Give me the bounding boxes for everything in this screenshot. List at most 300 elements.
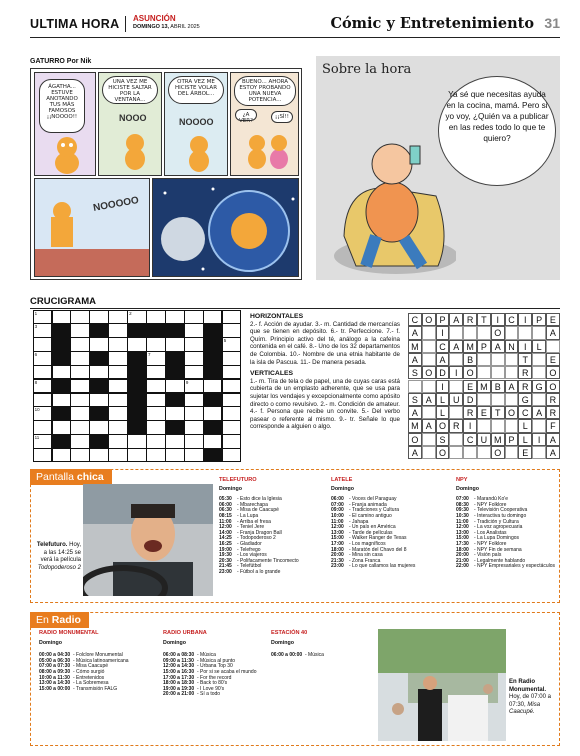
solution-cell [491,393,505,406]
program-row: 08:15 - La Lupa [219,512,259,519]
program-row: 11:00 - Arriba el fresa [219,518,271,525]
crossword-cell[interactable] [71,449,89,462]
crossword-title: CRUCIGRAMA [30,296,560,309]
solution-cell: T [477,313,491,326]
crossword-cell[interactable] [109,407,127,420]
crossword-cell[interactable] [109,338,127,351]
program-row: 21:30 - Zona Franca [331,557,381,564]
comic-panel-5 [34,178,150,277]
comic-panel-4 [230,72,299,176]
crossword-cell[interactable] [71,338,89,351]
program-row: 21:45 - Telefútbol [219,563,262,570]
program-row: 15:00 a 00:00 - Transmisión FALG [39,685,118,692]
crossword-cell[interactable] [53,421,71,434]
solution-cell: E [463,380,477,393]
solution-cell [491,353,505,366]
crossword-cell[interactable] [90,449,108,462]
solution-cell: M [477,380,491,393]
crossword-solution [408,313,560,459]
crossword-cell[interactable] [53,311,71,324]
program-row: 20:30 - Polifacamente Tincomecto [219,557,299,564]
crossword-cell[interactable]: 3 [34,324,52,337]
crossword-cell[interactable] [53,366,71,379]
crossword-cell[interactable] [71,380,89,393]
crossword-cell[interactable]: 9 [185,380,203,393]
crossword-cell[interactable] [204,311,222,324]
solution-cell [422,446,436,459]
program-row: 10:00 a 11:30 - Entretenidos [39,674,105,681]
comic-title: Sobre la hora [322,62,412,77]
crossword-cell[interactable] [90,338,108,351]
crossword-cell[interactable] [185,366,203,379]
solution-cell: G [532,380,546,393]
solution-cell: A [449,313,463,326]
solution-cell [505,446,519,459]
program-row: 20:00 - Mina sin casa [331,552,383,559]
channel-name: NPY [456,477,468,483]
solution-cell: R [449,419,463,432]
solution-cell: C [463,433,477,446]
crossword-cell[interactable] [223,407,241,420]
program-row: 23:00 - Fútbol a lo grande [219,568,281,575]
crossword-cell[interactable] [223,366,241,379]
crossword-cell[interactable] [185,324,203,337]
solution-cell: O [491,326,505,339]
crossword-cell[interactable] [223,380,241,393]
crossword-cell[interactable] [166,311,184,324]
solution-cell: P [505,433,519,446]
program-row: 18:00 - Maratón del Chavo del 8 [331,546,407,553]
man-on-sofa-illustration [326,116,456,276]
program-row: 15:00 - Walker Ranger de Texas [331,535,407,542]
day-label: Domingo [456,485,479,492]
solution-cell [422,406,436,419]
crossword-cell[interactable] [223,352,241,365]
crossword-cell[interactable] [147,435,165,448]
solution-cell [505,366,519,379]
program-row: 07:00 - Marandú Ko'e [456,496,509,503]
solution-cell [449,406,463,419]
station-name: RADIO URBANA [163,630,207,636]
solution-cell: I [436,326,450,339]
solution-cell: O [436,419,450,432]
program-row: 11:00 - Jahapa [331,518,369,525]
program-row: 09:00 - Tradiciones y Cultura [331,507,400,514]
crossword-cell[interactable] [71,311,89,324]
solution-cell: I [463,419,477,432]
program-row: 13:00 a 14:30 - La Sobremesa [39,680,109,687]
solution-cell [505,393,519,406]
solution-cell: O [408,433,422,446]
program-row: 10:30 - Interactiva tu domingo [456,512,527,519]
program-row: 13:00 - Tarde de películas [331,529,393,536]
speech-bubble: BUENO... AHORA ESTOY PROBANDO UNA NUEVA POTENCIA... [234,76,296,106]
crossword-cell[interactable] [34,449,52,462]
program-row: 16:25 - Gladiador [219,540,262,547]
solution-cell: U [477,433,491,446]
solution-cell: R [518,366,532,379]
crossword-cell[interactable] [109,380,127,393]
photo-caption: En Radio Monumental. Hoy, de 07:00 a 07:30, Misa Caacupé. [509,679,551,715]
crossword-cell[interactable] [90,421,108,434]
program-row: 09:00 a 11:30 - Música al punto [163,657,236,664]
program-row: 06:00 a 00:00 - Música [271,652,324,659]
tv-channel-npy [456,478,555,570]
program-row: 12:00 - Teniel Jere [219,524,265,531]
sound-effect: NOOO [119,113,147,123]
crossword-cell[interactable] [109,311,127,324]
crossword-cell[interactable] [53,394,71,407]
program-row: 08:00 a 09:30 - Cómo surgió [39,668,105,675]
crossword-cell[interactable] [147,407,165,420]
crossword-cell[interactable]: 2 [128,311,146,324]
program-row: 20:00 a 21:00 - Sí a todo [163,691,221,698]
program-row: 19:00 a 19:30 - I Love 90's [163,685,225,692]
solution-cell [477,366,491,379]
program-row: 15:00 a 16:30 - Por si se acaba el mundo [163,668,257,675]
crossword-cell[interactable] [109,435,127,448]
solution-cell: R [463,313,477,326]
program-row: 22:00 - NPY Empresariales y espectáculos [456,563,556,570]
crossword-cell[interactable] [166,435,184,448]
solution-cell: T [491,406,505,419]
crossword-cell[interactable] [185,407,203,420]
program-row: 06:30 - Misa de Caacupé [219,507,279,514]
photo-caption: Telefuturo. Hoy, a las 14:25 se verá la película Todopoderoso 2 [36,542,81,571]
solution-cell: I [532,433,546,446]
crossword-cell[interactable] [166,338,184,351]
crossword-cell[interactable] [223,449,241,462]
crossword-cell[interactable] [185,338,203,351]
solution-cell: C [505,313,519,326]
solution-cell: R [463,406,477,419]
solution-cell: I [449,366,463,379]
crossword-cell[interactable]: 5 [223,338,241,351]
day-label: Domingo [163,639,186,646]
speech-bubble: ¡¡SÍ!! [271,111,293,123]
solution-cell: L [436,406,450,419]
crossword-cell[interactable] [128,449,146,462]
solution-cell: L [518,419,532,432]
crossword-cell[interactable] [185,421,203,434]
crossword-cell[interactable] [71,324,89,337]
verticales-heading: VERTICALES [250,370,294,378]
driver-photo-illustration [83,484,213,596]
solution-cell: U [449,393,463,406]
cat-character-icon [45,133,89,175]
program-row: 15:00 - La Lupa Domingos [456,535,520,542]
crossword-cell[interactable]: 7 [147,352,165,365]
solution-cell [477,326,491,339]
crossword-cell[interactable] [223,394,241,407]
crossword-grid [33,310,241,462]
solution-cell: A [491,340,505,353]
crossword-cell[interactable] [71,407,89,420]
cat-character-icon [181,133,217,175]
solution-cell: R [546,393,560,406]
movie-still-photo [83,484,213,596]
solution-cell [505,353,519,366]
crossword-cell[interactable] [71,394,89,407]
solution-cell: A [546,433,560,446]
crossword-cell[interactable] [128,435,146,448]
solution-cell: S [408,393,422,406]
crossword-cell[interactable] [223,421,241,434]
solution-cell [422,340,436,353]
crossword-cell[interactable] [223,324,241,337]
gaturro-title: GATURRO Por Nik [30,58,92,65]
cat-characters-icon [243,129,293,173]
speech-bubble: ÁGATHA... ESTUVE ANOTANDO TUS MÁS FAMOSOS ¡¡NOOOO!! [39,79,85,133]
comic-panel-3 [164,72,228,176]
solution-cell: B [463,353,477,366]
program-row: 06:00 a 08:30 - Música [163,652,216,659]
crossword-cell[interactable] [147,394,165,407]
day-label: Domingo [39,639,62,646]
speech-bubble: UNA VEZ ME HICISTE SALTAR POR LA VENTANA... [102,76,158,104]
program-row: 05:00 a 06:30 - Música latinoamericana [39,657,129,664]
crossword-cell[interactable] [71,435,89,448]
horizontales-heading: HORIZONTALES [250,313,304,320]
program-row: 06:00 - Mbarechapa [219,501,268,508]
crossword-cell[interactable] [185,352,203,365]
solution-cell: I [491,313,505,326]
solution-cell: L [532,340,546,353]
program-row: 23:00 - Lo que callamos las mujeres [331,563,416,570]
program-row: 14:25 - Todopoderoso 2 [219,535,276,542]
crossword-cell[interactable] [34,366,52,379]
solution-cell [449,380,463,393]
solution-cell: C [518,406,532,419]
solution-cell: O [436,446,450,459]
solution-cell [422,326,436,339]
comic-panel-1 [34,72,96,176]
solution-cell: O [546,380,560,393]
crossword-cell[interactable] [185,394,203,407]
crossword-cell[interactable]: 8 [34,380,52,393]
crossword-cell[interactable] [109,449,127,462]
pantalla-chica-section [30,469,560,603]
crossword-cell[interactable] [204,435,222,448]
crossword-cell[interactable] [204,407,222,420]
solution-cell [532,353,546,366]
header-divider [125,16,126,32]
crossword-cell[interactable] [34,394,52,407]
program-row: 17:00 - Los magníficos [331,540,386,547]
crossword-cell[interactable] [147,366,165,379]
solution-cell: D [436,366,450,379]
program-row: 13:00 - Los Analistas [456,529,507,536]
solution-cell [422,433,436,446]
crossword-cell[interactable] [53,449,71,462]
crossword-cell[interactable] [166,380,184,393]
channel-name: LATELE [331,477,353,483]
solution-cell: F [546,419,560,432]
comic-panel-6 [152,178,299,277]
horizontales-text: 2.- f. Acción de ayudar. 3.- m. Cantidad de mercancías que se tienen en depósito. 6.- tr. Perfeccione. 7.- f. Quím. Principio activo del té, análogo a la cafeína contenida en el café. 8.- Uno de los 32 departamentos de Colombia. 10.- Nombre de una etnia habitante de la isla de Pascua. 11.- De manera pesada. [250,320,400,366]
crossword-cell[interactable] [185,449,203,462]
page-header [30,14,560,38]
solution-cell: R [546,406,560,419]
church-ceremony-illustration [378,629,506,741]
solution-cell [477,393,491,406]
header-date: DOMINGO 13, ABRIL 2025 [133,24,200,30]
crossword-cell[interactable] [147,311,165,324]
sound-effect: NOOOOO [92,195,140,214]
program-row: 10:00 - El camino antiguo [331,512,392,519]
crossword-cell[interactable] [185,435,203,448]
crossword-cell[interactable] [71,421,89,434]
solution-cell [505,419,519,432]
solution-cell: O [546,366,560,379]
crossword-cell[interactable] [147,338,165,351]
gaturro-comic [30,68,302,280]
program-row: 21:00 - Legalmente hablando [456,557,526,564]
crossword-cell[interactable] [166,449,184,462]
section-name: ULTIMA HORA [30,17,120,31]
solution-cell [477,446,491,459]
solution-cell [463,446,477,459]
section-tab: Pantalla chica [30,469,112,485]
solution-cell: B [491,380,505,393]
solution-cell: L [518,433,532,446]
crossword-cell[interactable] [185,311,203,324]
crossword-cell[interactable] [90,311,108,324]
crossword-cell[interactable]: 10 [34,407,52,420]
solution-cell: O [505,406,519,419]
crossword-clues [250,311,400,431]
crossword-cell[interactable] [223,311,241,324]
solution-cell [532,419,546,432]
crossword-cell[interactable]: 6 [34,352,52,365]
header-city: ASUNCIÓN [133,14,176,23]
solution-cell: I [518,340,532,353]
crossword-cell[interactable]: 1 [34,311,52,324]
solution-cell: O [463,366,477,379]
crossword-cell[interactable] [109,352,127,365]
program-row: 12:00 - Un país en América [331,524,396,531]
crossword-cell[interactable] [71,352,89,365]
program-row: 07:00 - Franja animada [331,501,387,508]
program-row: 19:30 - Los viajeros [219,552,267,559]
solution-cell: R [518,380,532,393]
program-row: 11:00 - Tradición y Cultura [456,518,519,525]
solution-cell [518,326,532,339]
crossword-cell[interactable] [147,449,165,462]
crossword-cell[interactable] [109,366,127,379]
solution-cell: E [546,313,560,326]
crossword-cell[interactable] [71,366,89,379]
radio-station [271,631,324,659]
solution-cell [505,326,519,339]
program-row: 00:00 a 04:30 - Folclore Monumental [39,652,123,659]
crossword-cell[interactable] [109,421,127,434]
program-row: 08:30 - NPY Folklore [456,501,507,508]
solution-cell: N [505,340,519,353]
solution-cell: E [518,446,532,459]
program-row: 07:00 a 07:30 - Misa Caacupé [39,663,109,670]
crossword-cell[interactable] [223,435,241,448]
program-row: 17:00 a 17:30 - For the record [163,674,232,681]
program-row: 18:00 a 18:30 - Back to 80's [163,680,228,687]
cat-character-icon [117,131,153,173]
solution-cell: O [422,313,436,326]
day-label: Domingo [331,485,354,492]
program-row: 18:00 - NPY Fin de semana [456,546,522,553]
crossword-cell[interactable] [204,380,222,393]
crossword-cell[interactable] [90,366,108,379]
comic-panel-2 [98,72,162,176]
speech-bubble: Ya sé que necesitas ayuda en la cocina, mamá. Pero si yo voy, ¿Quién va a publicar en las redes todo lo que te quiero? [438,76,556,186]
program-row: 05:30 - Esto dice la Iglesia [219,496,282,503]
crossword-cell[interactable] [34,338,52,351]
crossword-cell[interactable] [109,324,127,337]
solution-cell: A [532,406,546,419]
solution-cell [491,419,505,432]
crossword-cell[interactable]: 11 [34,435,52,448]
program-row: 20:00 - Visión país [456,552,502,559]
speech-bubble: OTRA VEZ ME HICISTE VOLAR DEL ÁRBOL... [168,76,224,104]
solution-cell [532,366,546,379]
verticales-text: 1.- m. Tira de tela o de papel, una de cuyas caras está cubierta de un emplasto adherente, que se usa para sujetar los vendajes y excepcionalmente como apósito directo o como revulsivo. 2.- m. Condición de amateur. 4.- f. Persona que recibe un convite. 5.- Del verbo pasear o referente al mismo. 9.- tr. Señale lo que corresponde a alguien o algo. [250,377,400,431]
solution-cell: A [422,393,436,406]
solution-cell [422,380,436,393]
speech-bubble: ¿A VER? [235,109,257,121]
program-row: 19:00 - Telefrego [219,546,261,553]
program-row: 17:30 - NPY Folklore [456,540,507,547]
solution-cell [491,366,505,379]
solution-cell [408,380,422,393]
crossword-cell[interactable] [147,421,165,434]
channel-name: TELEFUTURO [219,477,257,483]
solution-cell: A [422,419,436,432]
page-number: 31 [544,15,560,31]
station-name: ESTACIÓN 40 [271,630,308,636]
solution-cell: I [518,313,532,326]
solution-cell [422,353,436,366]
day-label: Domingo [271,639,294,646]
solution-cell [449,433,463,446]
solution-cell: P [477,340,491,353]
crossword-cell[interactable] [166,407,184,420]
solution-cell: A [449,340,463,353]
solution-cell [532,393,546,406]
en-radio-section [30,612,560,746]
sound-effect: NOOOO [179,117,214,127]
solution-cell: S [408,366,422,379]
solution-cell: A [408,446,422,459]
solution-cell: M [408,419,422,432]
solution-cell: I [436,380,450,393]
tv-channel-latele [331,478,415,570]
solution-cell [546,340,560,353]
crossword-cell[interactable] [147,380,165,393]
solution-cell [463,326,477,339]
solution-cell: L [436,393,450,406]
program-row: 09:30 - Televisión Cooperativa [456,507,528,514]
solution-cell: M [408,340,422,353]
solution-cell: M [463,340,477,353]
crossword-cell[interactable] [128,338,146,351]
crossword-cell[interactable] [109,394,127,407]
radio-station [163,631,256,698]
solution-cell: P [436,313,450,326]
solution-cell: D [463,393,477,406]
solution-cell [477,419,491,432]
crossword-cell[interactable] [34,421,52,434]
solution-cell: A [408,353,422,366]
crossword-cell[interactable] [90,394,108,407]
